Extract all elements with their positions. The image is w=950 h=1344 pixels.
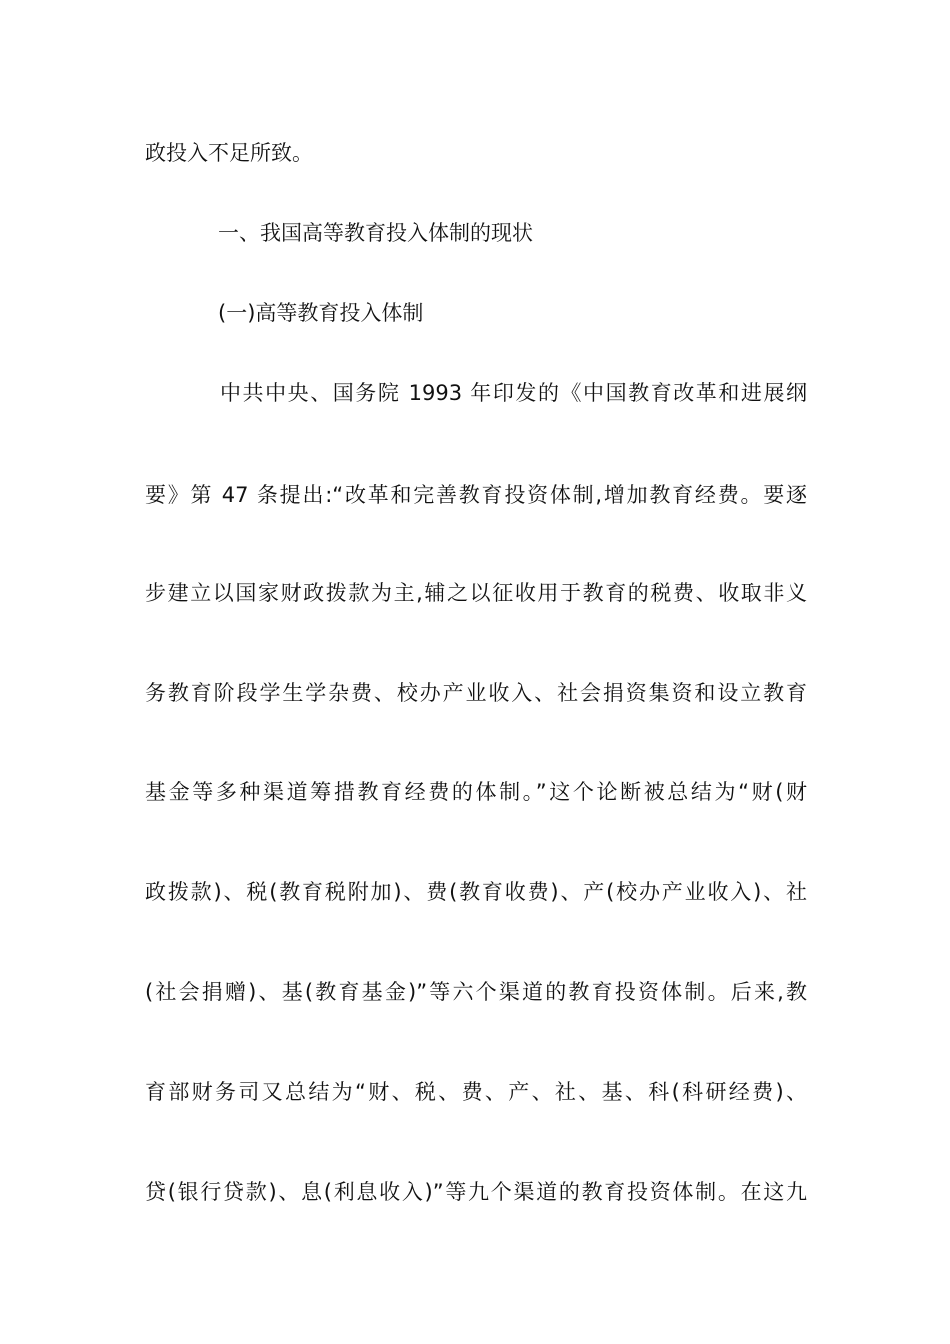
paragraph-line-6: 政拨款)、税(教育税附加)、费(教育收费)、产(校办产业收入)、社 — [145, 880, 807, 904]
paragraph-line-2: 要》第 47 条提出:“改革和完善教育投资体制,增加教育经费。要逐 — [145, 483, 807, 507]
paragraph-line-4: 务教育阶段学生学杂费、校办产业收入、社会捐资集资和设立教育 — [145, 681, 807, 705]
paragraph-line-9: 贷(银行贷款)、息(利息收入)”等九个渠道的教育投资体制。在这九 — [145, 1180, 807, 1204]
paragraph-line-8: 育部财务司又总结为“财、税、费、产、社、基、科(科研经费)、 — [145, 1080, 807, 1104]
paragraph-tail-line: 政投入不足所致。 — [145, 141, 313, 165]
subsection-heading: (一)高等教育投入体制 — [218, 301, 424, 325]
section-heading: 一、我国高等教育投入体制的现状 — [218, 221, 533, 245]
paragraph-line-7: (社会捐赠)、基(教育基金)”等六个渠道的教育投资体制。后来,教 — [145, 980, 807, 1004]
paragraph-line-1: 中共中央、国务院 1993 年印发的《中国教育改革和进展纲 — [220, 381, 807, 405]
paragraph-line-3: 步建立以国家财政拨款为主,辅之以征收用于教育的税费、收取非义 — [145, 581, 807, 605]
paragraph-line-5: 基金等多种渠道筹措教育经费的体制。”这个论断被总结为“财(财 — [145, 780, 807, 804]
